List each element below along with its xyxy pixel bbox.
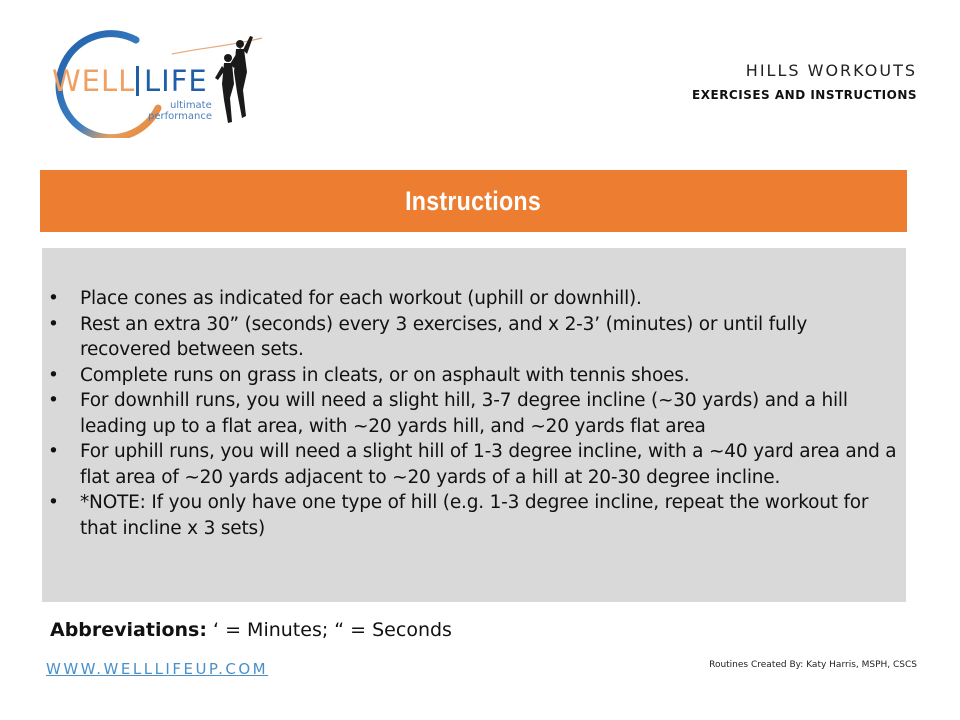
abbreviations-label: Abbreviations: xyxy=(50,619,207,641)
instruction-item: • Rest an extra 30” (seconds) every 3 exercises, and x 2-3’ (minutes) or until fully recovered between sets. xyxy=(48,312,898,363)
welllife-logo xyxy=(40,28,270,138)
logo-word-life: LIFE xyxy=(144,64,208,98)
abbreviations-text: ‘ = Minutes; “ = Seconds xyxy=(206,619,452,641)
workout-subtitle: EXERCISES AND INSTRUCTIONS xyxy=(692,88,917,102)
instruction-item: • Place cones as indicated for each workout (uphill or downhill). xyxy=(48,286,898,312)
routine-credit: Routines Created By: Katy Harris, MSPH, CSCS xyxy=(709,660,917,670)
abbreviations-note xyxy=(50,619,452,641)
instructions-heading: Instructions xyxy=(405,185,542,216)
instructions-banner xyxy=(40,170,907,232)
instructions-panel xyxy=(42,248,906,602)
logo-tagline-performance: performance xyxy=(148,111,213,122)
instructions-list xyxy=(48,286,898,541)
instruction-item: • For uphill runs, you will need a slight hill of 1-3 degree incline, with a ~40 yard area and a flat area of ~20 yards adjacent to ~20 yards of a hill at 20-30 degree incline. xyxy=(48,439,898,490)
instruction-item: • *NOTE: If you only have one type of hill (e.g. 1-3 degree incline, repeat the workout for that incline x 3 sets) xyxy=(48,490,898,541)
logo-word-well: WELL xyxy=(52,64,136,98)
website-link[interactable]: WWW.WELLLIFEUP.COM xyxy=(46,660,269,678)
logo-divider xyxy=(136,66,139,96)
instruction-item: • For downhill runs, you will need a slight hill, 3-7 degree incline (~30 yards) and a hill leading up to a flat area, with ~20 yards hill, and ~20 yards flat area xyxy=(48,388,898,439)
athletes-silhouette-icon xyxy=(215,36,253,123)
logo-tagline-ultimate: ultimate xyxy=(170,100,212,111)
instruction-item: • Complete runs on grass in cleats, or on asphault with tennis shoes. xyxy=(48,363,898,389)
workout-title: HILLS WORKOUTS xyxy=(745,61,917,80)
